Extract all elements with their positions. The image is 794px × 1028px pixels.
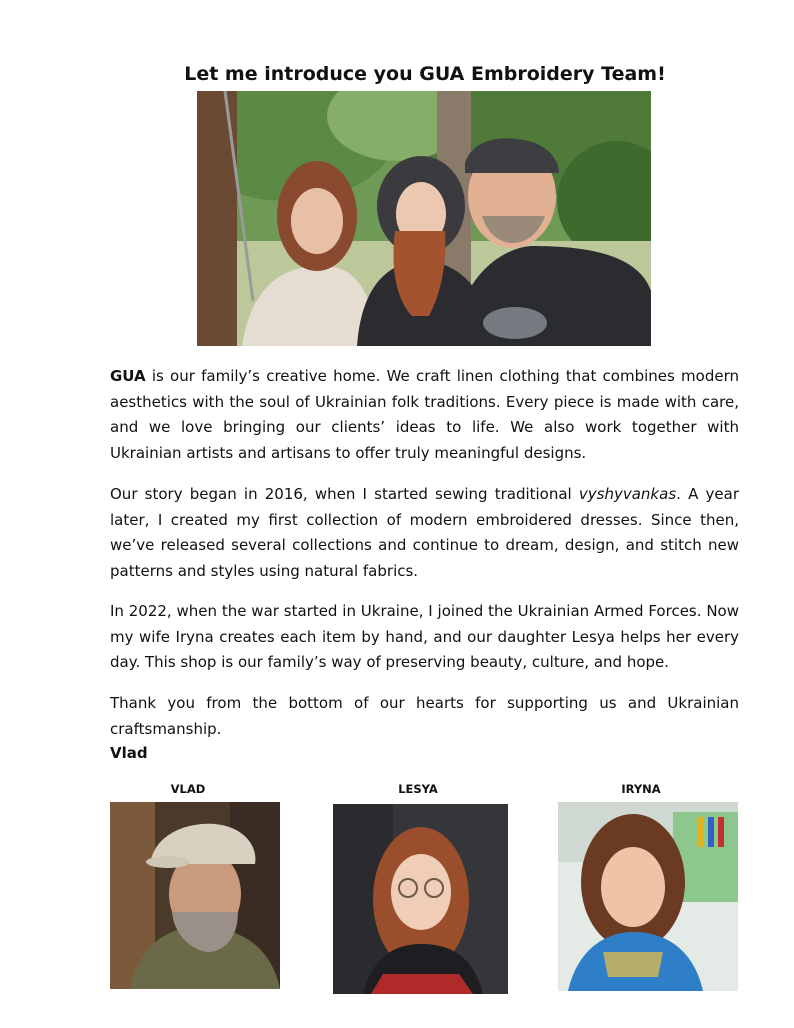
page-title: Let me introduce you GUA Embroidery Team! xyxy=(184,63,666,85)
story-paragraph xyxy=(110,482,739,585)
family-group-photo xyxy=(197,91,651,346)
thanks-paragraph: Thank you from the bottom of our hearts for supporting us and Ukrainian craftsmanship. xyxy=(110,694,739,738)
caption-iryna: IRYNA xyxy=(621,782,661,796)
vlad-portrait xyxy=(110,802,280,989)
caption-vlad: VLAD xyxy=(170,782,206,796)
iryna-portrait xyxy=(558,802,738,991)
signature: Vlad xyxy=(110,744,148,762)
story-italic-term: vyshyvankas xyxy=(578,485,677,503)
caption-lesya: LESYA xyxy=(398,782,438,796)
intro-paragraph xyxy=(110,364,739,467)
story-text-start: Our story began in 2016, when I started sewing traditional xyxy=(110,485,579,503)
intro-text: is our family’s creative home. We craft linen clothing that combines modern aesthetics with the soul of Ukrainian folk traditions. Every piece is made with care, and we love bringing our clients’ ideas to life. We also work together with Ukrainian artists and artisans to offer truly meaningful designs. xyxy=(110,367,739,463)
brand-name: GUA xyxy=(110,367,146,385)
story-text-end: . A year later, I created my first collection of modern embroidered dresses. Since then, we’ve released several collections and continue to dream, design, and stitch new patterns and styles using natural fabrics. xyxy=(110,485,739,581)
lesya-portrait xyxy=(333,804,508,994)
war-paragraph: In 2022, when the war started in Ukraine, I joined the Ukrainian Armed Forces. Now my wife Iryna creates each item by hand, and our daughter Lesya helps her every day. This shop is our family’s way of preserving beauty, culture, and hope. xyxy=(110,602,739,672)
